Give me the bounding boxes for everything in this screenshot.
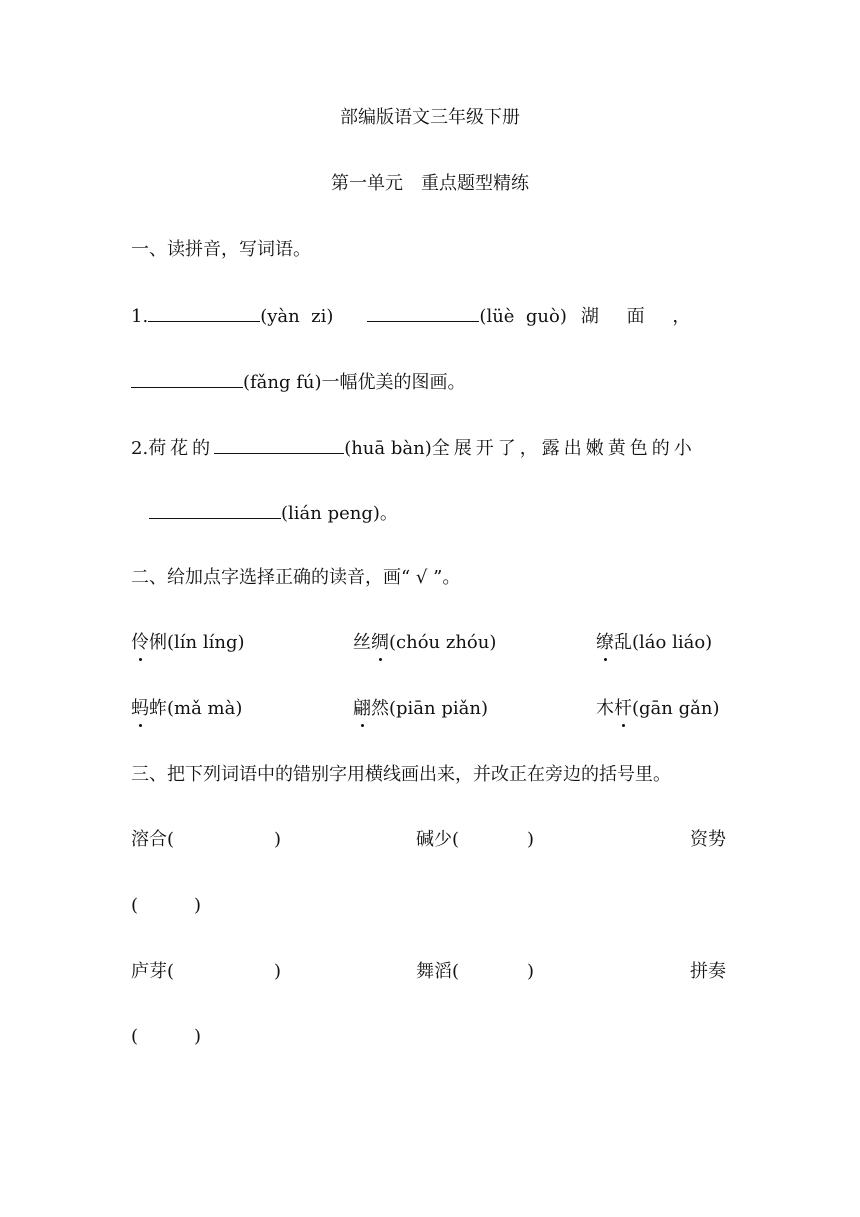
word: 庐芽 bbox=[131, 961, 167, 982]
pronunciation-item: 木杆(gān gǎn) bbox=[596, 698, 720, 719]
section2-heading: 二、给加点字选择正确的读音，画“ √ ”。 bbox=[131, 567, 461, 588]
pinyin-lueguo: (lüè guò) bbox=[479, 306, 567, 327]
q2-line2 bbox=[149, 500, 398, 526]
dotted-char: 伶 bbox=[131, 632, 149, 653]
pronunciation-options[interactable]: (láo liáo) bbox=[632, 632, 713, 653]
q2-text: 荷花的 bbox=[148, 438, 215, 459]
word: 溶合 bbox=[131, 829, 167, 850]
q1-line1 bbox=[131, 303, 694, 329]
word: 资势 bbox=[690, 829, 726, 850]
pronunciation-options[interactable]: (piān piǎn) bbox=[389, 698, 488, 719]
answer-blank[interactable] bbox=[148, 303, 260, 322]
q2-line1 bbox=[131, 435, 696, 461]
correction-item: 碱少( ) bbox=[416, 829, 535, 850]
page-title: 部编版语文三年级下册 bbox=[340, 107, 520, 128]
pinyin-yanzi: (yàn zi) bbox=[260, 306, 334, 327]
pronunciation-options[interactable]: (lín líng) bbox=[167, 632, 245, 653]
section1-heading: 一、读拼音，写词语。 bbox=[131, 239, 311, 260]
pronunciation-item: 翩然(piān piǎn) bbox=[353, 698, 488, 719]
pronunciation-item: 伶俐(lín líng) bbox=[131, 632, 245, 653]
q2-text-end: 。 bbox=[379, 503, 398, 524]
answer-blank[interactable] bbox=[367, 303, 479, 322]
answer-blank[interactable] bbox=[131, 369, 243, 388]
pronunciation-options[interactable]: (chóu zhóu) bbox=[389, 632, 497, 653]
pronunciation-options[interactable]: (mǎ mà) bbox=[167, 698, 243, 719]
pronunciation-item: 蚂蚱(mǎ mà) bbox=[131, 698, 243, 719]
word: 碱少 bbox=[416, 829, 452, 850]
word: 拼奏 bbox=[690, 961, 726, 982]
q1-line2 bbox=[131, 369, 466, 395]
q1-number: 1. bbox=[131, 306, 149, 327]
q2-text-mid: 全展开了，露出嫩黄色的小 bbox=[431, 438, 696, 459]
pronunciation-item: 缭乱(láo liáo) bbox=[596, 632, 713, 653]
word: 舞滔 bbox=[416, 961, 452, 982]
answer-blank[interactable] bbox=[149, 500, 281, 519]
answer-blank[interactable] bbox=[214, 435, 344, 454]
pronunciation-item: 丝绸(chóu zhóu) bbox=[353, 632, 497, 653]
correction-paren: ( ) bbox=[131, 895, 202, 916]
page-subtitle: 第一单元 重点题型精练 bbox=[331, 173, 529, 194]
correction-paren: ( ) bbox=[131, 1026, 202, 1047]
correction-item: 舞滔( ) bbox=[416, 961, 535, 982]
q2-number: 2. bbox=[131, 438, 149, 459]
dotted-char: 绸 bbox=[371, 632, 389, 653]
dotted-char: 缭 bbox=[596, 632, 614, 653]
correction-item: 溶合( ) bbox=[131, 829, 282, 850]
correction-item bbox=[690, 828, 726, 852]
pinyin-lianpeng: (lián peng) bbox=[281, 503, 380, 524]
pinyin-huaban: (huā bàn) bbox=[344, 438, 432, 459]
section3-heading: 三、把下列词语中的错别字用横线画出来，并改正在旁边的括号里。 bbox=[131, 764, 671, 785]
pinyin-fangfu: (fǎng fú) bbox=[243, 372, 322, 393]
q1-text-end: 一幅优美的图画。 bbox=[321, 372, 466, 393]
dotted-char: 杆 bbox=[614, 698, 632, 719]
q1-text: 湖 面 ， bbox=[580, 306, 695, 327]
pronunciation-options[interactable]: (gān gǎn) bbox=[632, 698, 720, 719]
dotted-char: 蚂 bbox=[131, 698, 149, 719]
dotted-char: 翩 bbox=[353, 698, 371, 719]
correction-item: 庐芽( ) bbox=[131, 961, 282, 982]
correction-item bbox=[690, 960, 726, 984]
